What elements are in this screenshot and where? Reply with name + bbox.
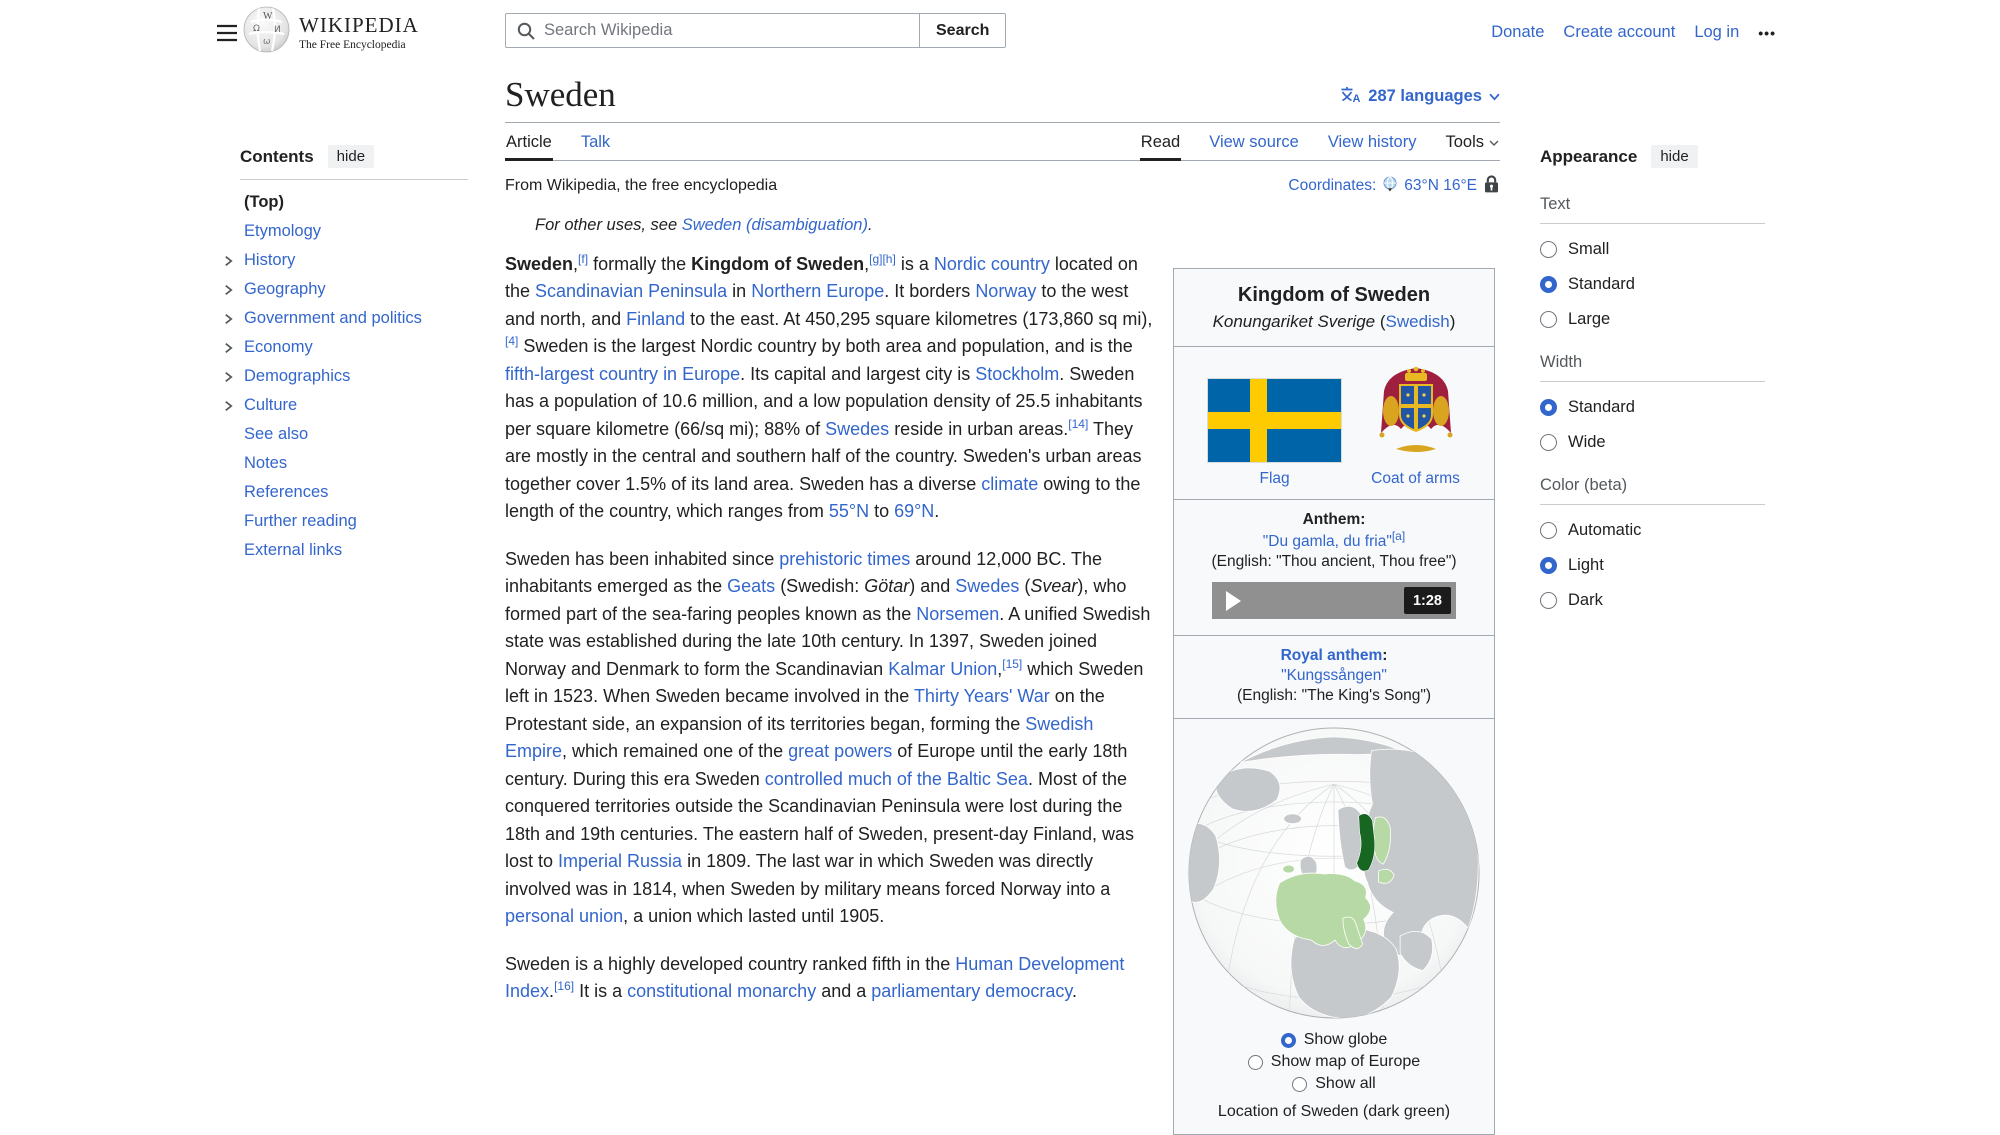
radio-label: Small bbox=[1568, 240, 1610, 258]
article-body bbox=[505, 216, 1160, 1006]
tab-label: Read bbox=[1140, 132, 1181, 151]
text-run: . Most of the conquered territories outside the Scandinavian Peninsula were lost during the 18th and 19th centuries. The eastern half of Sweden, present-day Finland, was lost to bbox=[505, 768, 1135, 872]
appearance-panel bbox=[1540, 145, 1765, 618]
text-link[interactable]: constitutional monarchy bbox=[627, 981, 817, 1002]
text-run: is a bbox=[895, 253, 934, 274]
text-link[interactable]: Imperial Russia bbox=[558, 851, 683, 872]
anthem-link-line bbox=[1182, 530, 1486, 552]
text-run: , bbox=[573, 253, 579, 274]
text-link[interactable]: Swedish bbox=[1385, 312, 1450, 331]
text-link[interactable]: great powers bbox=[788, 741, 893, 762]
radio-label: Show all bbox=[1315, 1075, 1376, 1093]
appearance-section bbox=[1540, 460, 1765, 618]
article-tab-bar bbox=[505, 123, 1500, 161]
search-bar bbox=[505, 13, 1006, 48]
radio-label: Dark bbox=[1568, 591, 1603, 609]
sidebar-item[interactable] bbox=[240, 188, 468, 217]
tabs-right bbox=[1140, 123, 1500, 160]
chevron-down-icon bbox=[1489, 93, 1500, 101]
text-link[interactable]: prehistoric times bbox=[779, 548, 911, 569]
language-icon bbox=[1340, 86, 1361, 108]
tab-talk[interactable] bbox=[580, 123, 611, 161]
text-run: in 1809. The last war in which Sweden was directly involved was in 1814, when Sweden by military means forced Norway into a bbox=[505, 851, 1111, 899]
create-account-link[interactable]: Create account bbox=[1563, 23, 1676, 41]
radio-button[interactable] bbox=[1540, 311, 1557, 328]
coat-of-arms-caption-link[interactable]: Coat of arms bbox=[1371, 470, 1460, 487]
text-link[interactable]: "Du gamla, du fria" bbox=[1262, 533, 1392, 551]
radio-button[interactable] bbox=[1281, 1033, 1296, 1048]
audio-duration: 1:28 bbox=[1404, 587, 1451, 614]
svg-text:ω: ω bbox=[263, 37, 271, 47]
appearance-option-light[interactable] bbox=[1540, 548, 1765, 583]
wikipedia-logo[interactable] bbox=[243, 6, 419, 58]
appearance-section bbox=[1540, 179, 1765, 337]
text-run: . Its capital and largest city is bbox=[740, 363, 976, 384]
sidebar-item-label[interactable]: Economy bbox=[244, 338, 313, 356]
donate-link[interactable]: Donate bbox=[1491, 23, 1545, 41]
map-caption: Location of Sweden (dark green) bbox=[1217, 1103, 1451, 1121]
ref-link[interactable]: [a] bbox=[1391, 529, 1406, 543]
text-link[interactable]: Swedish Empire bbox=[505, 713, 1094, 762]
radio-button[interactable] bbox=[1540, 399, 1557, 416]
text-run: formally the bbox=[588, 253, 692, 274]
sidebar-item-label[interactable]: Culture bbox=[244, 396, 298, 414]
text-run: , bbox=[864, 253, 870, 274]
map-view-options bbox=[1182, 1029, 1486, 1095]
infobox-title: Kingdom of Sweden bbox=[1237, 284, 1431, 306]
text-link[interactable]: Kalmar Union bbox=[888, 658, 998, 679]
sidebar-item[interactable] bbox=[240, 449, 468, 478]
text-link[interactable]: 55°N bbox=[828, 501, 870, 522]
text-run: and a bbox=[816, 981, 872, 1002]
text-link[interactable]: Norway bbox=[975, 281, 1037, 302]
radio-label: Standard bbox=[1568, 275, 1635, 293]
text-run: . A unified Swedish state was established during the late 10th century. In 1397, Sweden joined Norway and Denmark to form the Scandinavian bbox=[505, 603, 1151, 679]
contents-title: Contents bbox=[240, 146, 314, 166]
appearance-section bbox=[1540, 337, 1765, 460]
sidebar-item[interactable] bbox=[240, 536, 468, 565]
text-run: ( bbox=[1375, 312, 1386, 331]
radio-button[interactable] bbox=[1248, 1055, 1263, 1070]
languages-button[interactable] bbox=[1340, 86, 1500, 108]
svg-text:W: W bbox=[263, 11, 273, 22]
sidebar-item-label: (Top) bbox=[244, 193, 285, 211]
text-link[interactable]: controlled much of the Baltic Sea bbox=[764, 768, 1028, 789]
hatnote bbox=[505, 216, 1160, 235]
text-link[interactable]: Swedes bbox=[955, 576, 1020, 597]
text-run: on the Protestant side, an expansion of its territories began, forming the bbox=[505, 686, 1105, 734]
expand-chevron-icon[interactable] bbox=[223, 282, 234, 301]
country-infobox bbox=[1173, 268, 1495, 1135]
tab-label: Talk bbox=[580, 132, 611, 151]
main-menu-hamburger-icon[interactable] bbox=[214, 22, 240, 44]
logo-subtitle: The Free Encyclopedia bbox=[299, 39, 406, 51]
text-link[interactable]: personal union bbox=[505, 906, 624, 927]
ref-link[interactable]: [16] bbox=[554, 979, 575, 994]
article-area bbox=[505, 73, 1500, 1121]
ref-link[interactable]: [15] bbox=[1002, 656, 1023, 671]
map-option-show-all[interactable] bbox=[1182, 1073, 1486, 1095]
text-run: Sweden bbox=[505, 253, 574, 274]
text-run: Kingdom of Sweden bbox=[691, 253, 865, 274]
radio-button[interactable] bbox=[1292, 1077, 1307, 1092]
radio-label: Large bbox=[1568, 310, 1611, 328]
article-subtitle: From Wikipedia, the free encyclopedia bbox=[505, 177, 778, 195]
text-run: . bbox=[934, 501, 940, 522]
sidebar-item[interactable] bbox=[240, 333, 468, 362]
text-link[interactable]: Human Development Index bbox=[505, 953, 1125, 1002]
wikipedia-wordmark bbox=[299, 13, 419, 51]
text-link[interactable]: Geats bbox=[727, 576, 776, 597]
appearance-section-label: Width bbox=[1540, 337, 1765, 382]
expand-chevron-icon[interactable] bbox=[223, 369, 234, 388]
sidebar-item[interactable] bbox=[240, 246, 468, 275]
appearance-section-label: Color (beta) bbox=[1540, 460, 1765, 505]
text-link[interactable]: Nordic country bbox=[933, 253, 1050, 274]
tab-view-history[interactable] bbox=[1327, 123, 1418, 161]
anthem-english: (English: "Thou ancient, Thou free") bbox=[1211, 553, 1457, 571]
radio-button[interactable] bbox=[1540, 557, 1557, 574]
tab-view-source[interactable] bbox=[1208, 123, 1300, 161]
page-title: Sweden bbox=[505, 75, 616, 114]
text-run: Sweden has been inhabited since bbox=[505, 548, 780, 569]
sidebar-item[interactable] bbox=[240, 217, 468, 246]
appearance-option-dark[interactable] bbox=[1540, 583, 1765, 618]
user-links bbox=[1491, 23, 1776, 42]
page-protection-lock-icon[interactable] bbox=[1483, 174, 1500, 199]
anthem-label: Anthem: bbox=[1302, 511, 1366, 528]
coordinates-value-link[interactable]: 63°N 16°E bbox=[1404, 177, 1477, 195]
map-option-show-map-of-europe[interactable] bbox=[1182, 1051, 1486, 1073]
expand-chevron-icon[interactable] bbox=[223, 340, 234, 359]
text-run: around 12,000 BC. The inhabitants emerged as the bbox=[505, 548, 1103, 597]
sidebar-item-label[interactable]: Demographics bbox=[244, 367, 351, 385]
text-run: , a union which lasted until 1905. bbox=[623, 906, 885, 927]
paragraph-2 bbox=[505, 546, 1160, 931]
ref-link[interactable]: [14] bbox=[1068, 416, 1089, 431]
text-run: to bbox=[869, 501, 895, 522]
text-run: to the west and north, and bbox=[505, 281, 1129, 329]
text-link[interactable]: Northern Europe bbox=[751, 281, 885, 302]
text-link[interactable]: Norsemen bbox=[916, 603, 1000, 624]
text-run: in bbox=[727, 281, 752, 302]
appearance-sections bbox=[1540, 179, 1765, 618]
appearance-hide-button[interactable]: hide bbox=[1651, 145, 1697, 168]
radio-button[interactable] bbox=[1540, 522, 1557, 539]
more-options-ellipsis-icon[interactable]: ••• bbox=[1758, 24, 1776, 41]
search-button[interactable]: Search bbox=[919, 13, 1006, 48]
text-link[interactable]: Royal anthem bbox=[1280, 647, 1383, 665]
text-link[interactable]: Swedes bbox=[825, 418, 890, 439]
sidebar-item[interactable] bbox=[240, 420, 468, 449]
play-icon[interactable] bbox=[1226, 591, 1241, 611]
tab-label: Tools bbox=[1445, 132, 1484, 151]
infobox-native-name bbox=[1184, 312, 1484, 332]
text-run: ( bbox=[1019, 576, 1031, 597]
sidebar-item[interactable] bbox=[240, 507, 468, 536]
text-run: (Swedish: bbox=[775, 576, 865, 597]
logo-title: WIKIPEDIA bbox=[299, 13, 419, 37]
text-run: of Europe until the early 18th century. During this era Sweden bbox=[505, 741, 1128, 789]
text-link[interactable]: Stockholm bbox=[975, 363, 1060, 384]
text-run: . bbox=[867, 215, 873, 234]
radio-label: Automatic bbox=[1568, 521, 1642, 539]
text-link[interactable]: 69°N bbox=[894, 501, 935, 522]
tab-tools[interactable] bbox=[1444, 123, 1500, 161]
appearance-option-standard[interactable] bbox=[1540, 267, 1765, 302]
radio-label: Wide bbox=[1568, 433, 1606, 451]
appearance-option-standard[interactable] bbox=[1540, 390, 1765, 425]
tab-label: View history bbox=[1327, 132, 1417, 151]
anthem-audio-player[interactable] bbox=[1212, 582, 1456, 619]
text-run: It is a bbox=[574, 981, 628, 1002]
text-run: : bbox=[1382, 647, 1388, 665]
ref-link[interactable]: [f] bbox=[578, 251, 589, 266]
text-link[interactable]: Finland bbox=[626, 308, 686, 329]
sidebar-item-label[interactable]: History bbox=[244, 251, 296, 269]
radio-label: Standard bbox=[1568, 398, 1635, 416]
royal-anthem-label bbox=[1182, 646, 1486, 666]
text-run: which Sweden left in 1523. When Sweden became involved in the bbox=[505, 658, 1144, 707]
site-header bbox=[0, 0, 2000, 62]
map-option-show-globe[interactable] bbox=[1182, 1029, 1486, 1051]
text-run: to the east. At 450,295 square kilometres (173,860 sq mi), bbox=[685, 308, 1153, 329]
text-link[interactable]: Sweden (disambiguation) bbox=[681, 215, 868, 234]
text-run: ) and bbox=[909, 576, 956, 597]
location-globe-map[interactable] bbox=[1186, 1008, 1482, 1025]
paragraph-1 bbox=[505, 251, 1160, 526]
text-link[interactable]: Scandinavian Peninsula bbox=[535, 281, 728, 302]
search-input[interactable] bbox=[505, 13, 920, 48]
contents-hide-button[interactable]: hide bbox=[328, 145, 374, 168]
text-run: ), who formed part of the sea-faring peoples known as the bbox=[505, 576, 1127, 624]
text-run: They are mostly in the central and southern half of the country. Sweden's urban areas together cover 1.5% of its land area. Sweden has a diverse bbox=[505, 418, 1142, 494]
flag-of-sweden-image[interactable] bbox=[1208, 379, 1341, 462]
radio-button[interactable] bbox=[1540, 434, 1557, 451]
coat-of-arms-image[interactable] bbox=[1376, 361, 1456, 462]
text-run: reside in urban areas. bbox=[889, 418, 1069, 439]
text-run: . It borders bbox=[884, 281, 976, 302]
coordinates bbox=[1288, 174, 1500, 199]
text-run: For other uses, see bbox=[535, 215, 682, 234]
text-run: , which remained one of the bbox=[562, 741, 789, 762]
radio-label: Show map of Europe bbox=[1270, 1053, 1421, 1071]
tab-label: Article bbox=[506, 132, 552, 151]
text-run: Sweden is a highly developed country ranked fifth in the bbox=[505, 953, 956, 974]
search-icon bbox=[516, 21, 536, 46]
sidebar-item[interactable] bbox=[240, 391, 468, 420]
expand-chevron-icon[interactable] bbox=[223, 311, 234, 330]
contents-list bbox=[240, 188, 468, 565]
sidebar-item-label[interactable]: Geography bbox=[244, 280, 326, 298]
tab-article[interactable] bbox=[505, 123, 553, 161]
sidebar-item-label[interactable]: Further reading bbox=[244, 512, 357, 530]
text-run: located on the bbox=[505, 253, 1138, 302]
svg-text:Ω: Ω bbox=[253, 24, 260, 34]
tab-read[interactable] bbox=[1140, 123, 1181, 161]
appearance-section-label: Text bbox=[1540, 179, 1765, 224]
languages-count: 287 languages bbox=[1368, 87, 1482, 106]
tabs-left bbox=[505, 123, 611, 160]
radio-label: Show globe bbox=[1303, 1031, 1388, 1049]
text-link[interactable]: parliamentary democracy bbox=[871, 981, 1072, 1002]
sidebar-item-label[interactable]: Notes bbox=[244, 454, 288, 472]
royal-anthem-english: (English: "The King's Song") bbox=[1236, 687, 1432, 705]
svg-text:И: И bbox=[274, 25, 281, 35]
chevron-down-icon bbox=[1489, 133, 1499, 152]
text-run: , bbox=[997, 658, 1003, 679]
text-link[interactable]: fifth-largest country in Europe bbox=[505, 363, 741, 384]
royal-anthem-link-line bbox=[1182, 666, 1486, 686]
radio-button[interactable] bbox=[1540, 241, 1557, 258]
sidebar-item-label[interactable]: External links bbox=[244, 541, 343, 559]
radio-button[interactable] bbox=[1540, 592, 1557, 609]
wikipedia-globe-icon bbox=[243, 6, 290, 58]
text-link[interactable]: "Kungssången" bbox=[1281, 667, 1387, 685]
paragraph-3 bbox=[505, 951, 1160, 1006]
text-run: . Sweden has a population of 10.6 million, and a low population density of 25.5 inhabitants per square kilometre (66/sq mi); 88% of bbox=[505, 363, 1143, 439]
sidebar-item[interactable] bbox=[240, 304, 468, 333]
coordinates-label-link[interactable]: Coordinates: bbox=[1288, 177, 1377, 195]
sidebar-item-label[interactable]: References bbox=[244, 483, 329, 501]
tab-label: View source bbox=[1209, 132, 1299, 151]
sidebar-item-label[interactable]: Government and politics bbox=[244, 309, 422, 327]
flag-caption-link[interactable]: Flag bbox=[1259, 470, 1290, 487]
sidebar-item[interactable] bbox=[240, 275, 468, 304]
globe-coordinates-icon bbox=[1382, 176, 1398, 197]
text-run: Sweden is the largest Nordic country by both area and population, and is the bbox=[518, 336, 1133, 357]
sidebar-item[interactable] bbox=[240, 362, 468, 391]
expand-chevron-icon[interactable] bbox=[223, 253, 234, 272]
text-link[interactable]: Thirty Years' War bbox=[913, 686, 1050, 707]
radio-label: Light bbox=[1568, 556, 1604, 574]
contents-sidebar bbox=[240, 145, 468, 565]
svg-text:A: A bbox=[1352, 92, 1361, 103]
ref-link[interactable]: [g][h] bbox=[869, 251, 896, 266]
text-run: . bbox=[1072, 981, 1078, 1002]
text-run: Konungariket Sverige bbox=[1212, 312, 1376, 331]
ref-link[interactable]: [4] bbox=[505, 334, 519, 349]
sidebar-item-label[interactable]: See also bbox=[244, 425, 309, 443]
log-in-link[interactable]: Log in bbox=[1694, 23, 1740, 41]
appearance-option-wide[interactable] bbox=[1540, 425, 1765, 460]
appearance-title: Appearance bbox=[1540, 146, 1638, 166]
appearance-option-automatic[interactable] bbox=[1540, 513, 1765, 548]
sidebar-item[interactable] bbox=[240, 478, 468, 507]
appearance-option-large[interactable] bbox=[1540, 302, 1765, 337]
radio-button[interactable] bbox=[1540, 276, 1557, 293]
text-run: ) bbox=[1449, 312, 1456, 331]
text-link[interactable]: climate bbox=[981, 473, 1039, 494]
expand-chevron-icon[interactable] bbox=[223, 398, 234, 417]
text-run: owing to the length of the country, which ranges from bbox=[505, 473, 1141, 522]
text-run: . bbox=[549, 981, 555, 1002]
sidebar-item-label[interactable]: Etymology bbox=[244, 222, 322, 240]
appearance-option-small[interactable] bbox=[1540, 232, 1765, 267]
text-run: Götar bbox=[864, 576, 910, 597]
text-run: Svear bbox=[1030, 576, 1078, 597]
